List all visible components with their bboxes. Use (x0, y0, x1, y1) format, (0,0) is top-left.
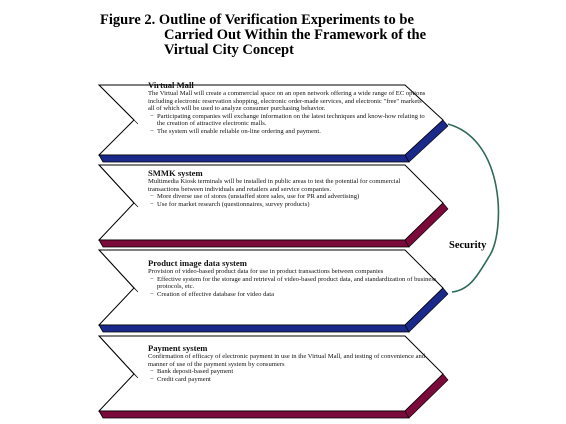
panel-payment-system-description: Confirmation of efficacy of electronic payment in use in the Virtual Mall, and testing of convenience and manner of use of the payment system by consumers (148, 353, 426, 368)
panel-virtual-mall-description: The Virtual Mall will create a commercial space on an open network offering a wide range of EC options including electronic reservation shopping, electronic order-made services, and electronic "free" markets all of which will be used to analyze consumer purchasing behavior. (148, 90, 426, 113)
panel-product-image-data-system-description: Provision of video-based product data for use in product transactions between companies (148, 268, 384, 275)
panel-product-image-data-system-bullet: − Effective system for the storage and retrieval of video-based product data, and standardization of business protocols, etc. (148, 276, 448, 291)
security-label: Security (449, 240, 487, 251)
panel-smmk-system-bullet: − More diverse use of stores (unstaffed store sales, use for PR and advertising) (148, 193, 428, 201)
panel-payment-system-bullet: − Bank deposit-based payment (148, 368, 428, 376)
panel-virtual-mall-bullet: − The system will enable reliable on-line ordering and payment. (148, 128, 428, 136)
security-arc-line (448, 124, 498, 292)
panel-smmk-system-description: Multimedia Kiosk terminals will be installed in public areas to test the potential for commercial transactions between individuals and retailers and service companies. (148, 178, 401, 193)
panel-product-image-data-system-bullet: − Creation of effective database for video data (148, 291, 448, 299)
panel-smmk-system-title: SMMK system (148, 168, 203, 178)
figure-title-line-2: Carried Out Within the Framework of the (164, 27, 427, 43)
panel-virtual-mall-title: Virtual Mall (148, 80, 194, 90)
panel-virtual-mall-bullet: − Participating companies will exchange information on the latest techniques and know-how relating to the creation of attractive electronic malls. (148, 113, 428, 128)
panel-payment-system-title: Payment system (148, 343, 208, 353)
panel-smmk-system-bullet: − Use for market research (questionnaires, survey products) (148, 201, 428, 209)
figure-title-line-3: Virtual City Concept (164, 42, 294, 58)
figure-title-line-1: Figure 2. Outline of Verification Experiments to be (100, 12, 414, 28)
panel-payment-system-bullet: − Credit card payment (148, 376, 428, 384)
panel-product-image-data-system-title: Product image data system (148, 258, 247, 268)
